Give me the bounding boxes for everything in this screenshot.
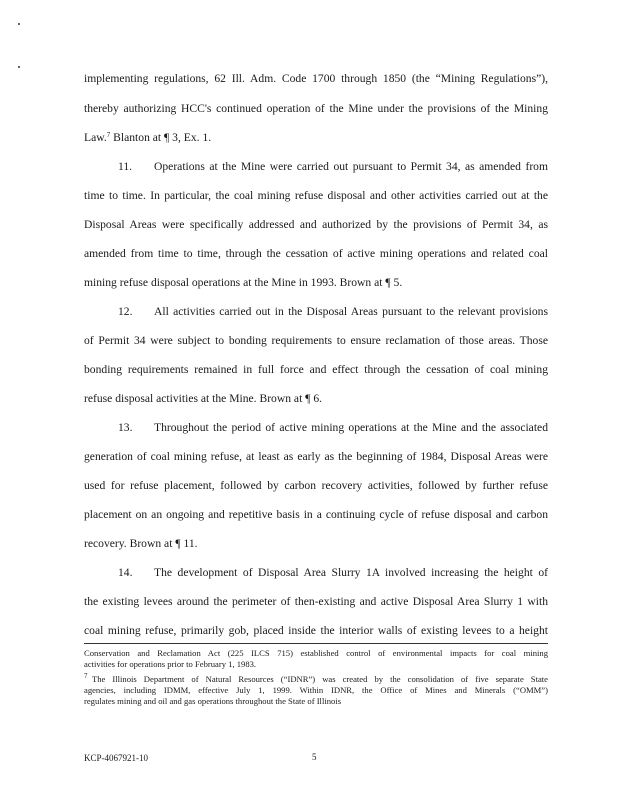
body-line: time to time. In particular, the coal mining refuse disposal and other activities carried out at the — [84, 189, 548, 202]
footnote-separator — [84, 643, 548, 644]
body-line: implementing regulations, 62 Ill. Adm. Code 1700 through 1850 (the “Mining Regulations”), — [84, 72, 548, 85]
body-line: The development of Disposal Area Slurry 1A involved increasing the height of — [154, 566, 548, 579]
body-line: used for refuse placement, followed by carbon recovery activities, followed by further refuse — [84, 479, 548, 492]
footnote-ref: 7 — [106, 131, 111, 139]
body-line: thereby authorizing HCC's continued operation of the Mine under the provisions of the Mining — [84, 102, 548, 115]
body-line: coal mining refuse, primarily gob, placed inside the interior walls of existing levees to a height — [84, 624, 548, 637]
paragraph-number: 12. — [118, 305, 133, 318]
page-number: 5 — [312, 752, 317, 762]
body-line: generation of coal mining refuse, at least as early as the beginning of 1984, Disposal Areas were — [84, 450, 548, 463]
body-line: Disposal Areas were specifically addressed and authorized by the provisions of Permit 34, as — [84, 218, 548, 231]
footnote-line: Conservation and Reclamation Act (225 ILCS 715) established control of environmental impacts for coal mining — [84, 648, 548, 658]
footnote-line: The Illinois Department of Natural Resources (“IDNR”) was created by the consolidation of five separate State — [92, 674, 548, 684]
scan-speck — [18, 66, 20, 68]
footnote-line: agencies, including IDMM, effective July 1, 1999. Within IDNR, the Office of Mines and Minerals (“OMM”) — [84, 685, 548, 695]
footnote-line: regulates mining and oil and gas operations throughout the State of Illinois — [84, 696, 342, 706]
body-line: bonding requirements remained in full force and effect through the cessation of coal mining — [84, 363, 548, 376]
body-line: refuse disposal activities at the Mine. Brown at ¶ 6. — [84, 392, 323, 405]
paragraph-number: 13. — [118, 421, 133, 434]
footnote-marker: 7 — [84, 672, 88, 680]
document-id: KCP-4067921-10 — [84, 753, 149, 763]
body-line: the existing levees around the perimeter of then-existing and active Disposal Area Slurry 1 with — [84, 595, 548, 608]
paragraph-number: 14. — [118, 566, 133, 579]
scan-speck — [18, 23, 20, 25]
body-line: mining refuse disposal operations at the Mine in 1993. Brown at ¶ 5. — [84, 276, 403, 289]
body-line: placement on an ongoing and repetitive basis in a continuing cycle of refuse disposal and carbon — [84, 508, 548, 521]
body-line: amended from time to time, through the cessation of active mining operations and related coal — [84, 247, 548, 260]
body-line: Throughout the period of active mining operations at the Mine and the associated — [154, 421, 548, 434]
body-line: recovery. Brown at ¶ 11. — [84, 537, 198, 550]
paragraph-number: 11. — [118, 160, 133, 173]
footnote-line: activities for operations prior to February 1, 1983. — [84, 659, 257, 669]
body-line: of Permit 34 were subject to bonding requirements to ensure reclamation of those areas. Those — [84, 334, 548, 347]
body-line: Operations at the Mine were carried out pursuant to Permit 34, as amended from — [154, 160, 548, 173]
body-line: Law.$^7$ Blanton at ¶ 3, Ex. 1. — [84, 131, 212, 144]
body-line: All activities carried out in the Disposal Areas pursuant to the relevant provisions — [154, 305, 548, 318]
